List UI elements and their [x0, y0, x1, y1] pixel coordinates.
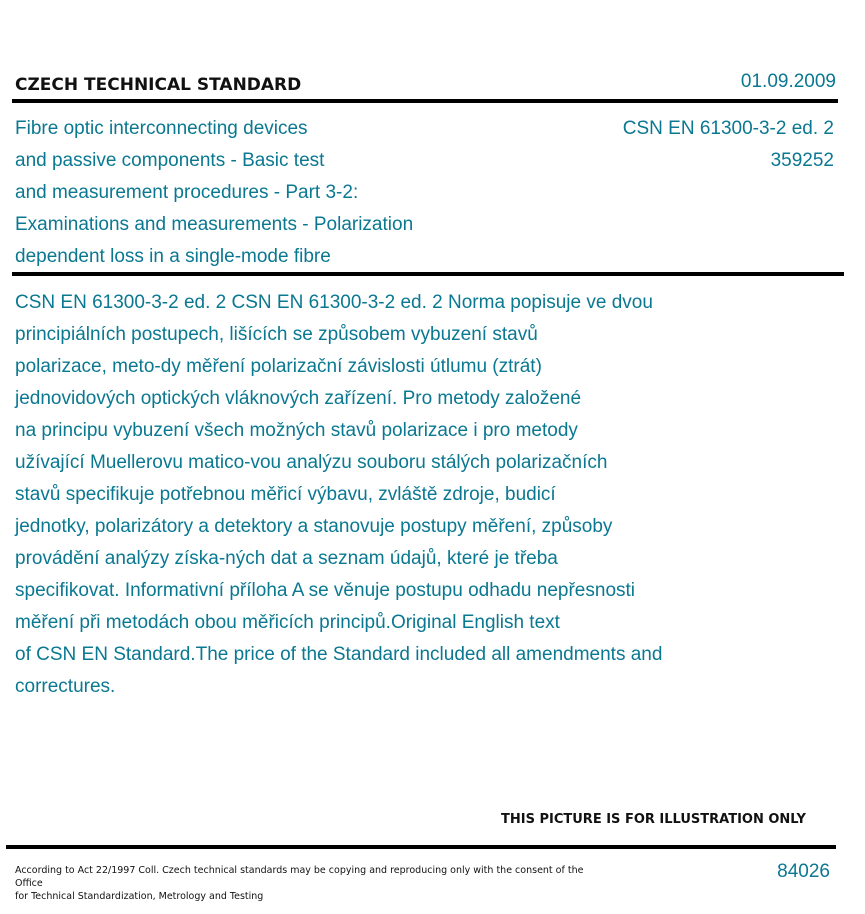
standard-description: CSN EN 61300-3-2 ed. 2 CSN EN 61300-3-2 ed. 2 Norma popisuje ve dvou principiálních postupech, lišících se způsobem vybuzení stavů polarizace, meto-dy měření polarizační závislosti útlumu (ztrát) jednovidových optických vláknových zařízení. Pro metody založené na principu vybuzení všech možných stavů polarizace i pro metody užívající Muellerovu matico-vou analýzu souboru stálých polarizačních stavů specifikuje potřebnou měřicí výbavu, zvláště zdroje, budicí jednotky, polarizátory a detektory a stanovuje postupy měření, způsoby provádění analýzy získa-ných dat a seznam údajů, které je třeba specifikovat. Informativní příloha A se věnuje postupu odhadu nepřesnosti měření při metodách obou měřicích principů.Original English text of CSN EN Standard.The price of the Standard included all amendments and correctures.	[15, 292, 663, 697]
legal-notice	[15, 864, 595, 903]
title-divider	[12, 272, 844, 276]
legal-notice-line: According to Act 22/1997 Coll. Czech technical standards may be copying and reproducing only with the consent of the Office	[15, 865, 584, 889]
document-type-label: CZECH TECHNICAL STANDARD	[15, 75, 302, 95]
standard-title	[15, 113, 575, 273]
title-line: and passive components - Basic test	[15, 150, 325, 171]
legal-notice-line: for Technical Standardization, Metrology and Testing	[15, 891, 264, 902]
footer-divider	[6, 845, 836, 849]
footer-number: 84026	[777, 861, 830, 882]
standard-identifiers	[623, 113, 834, 177]
title-line: dependent loss in a single-mode fibre	[15, 246, 331, 267]
title-line: and measurement procedures - Part 3-2:	[15, 182, 359, 203]
catalog-number: 359252	[770, 150, 834, 171]
title-line: Examinations and measurements - Polarization	[15, 214, 414, 235]
standard-code: CSN EN 61300-3-2 ed. 2	[622, 118, 834, 139]
publication-date: 01.09.2009	[740, 71, 836, 92]
title-line: Fibre optic interconnecting devices	[15, 118, 308, 139]
illustration-disclaimer: THIS PICTURE IS FOR ILLUSTRATION ONLY	[501, 812, 806, 827]
header-divider	[12, 99, 838, 103]
